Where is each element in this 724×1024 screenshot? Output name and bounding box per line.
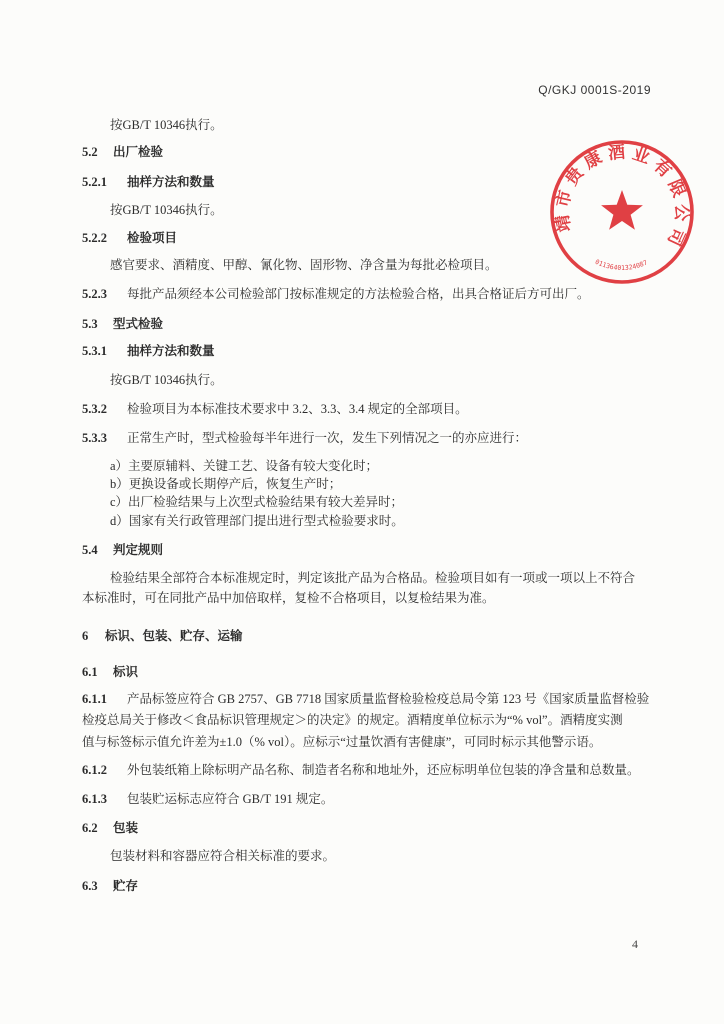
clause-number: 5.2 <box>82 145 98 159</box>
clause-number: 6.2 <box>82 821 98 835</box>
clause-6-1-1 <box>82 691 649 707</box>
heading-title: 型式检验 <box>113 317 164 331</box>
clause-number: 5.3 <box>82 317 98 331</box>
clause-number: 5.2.3 <box>82 287 107 301</box>
heading-6 <box>82 628 243 644</box>
heading-5-2-2 <box>82 230 177 246</box>
clause-number: 6.1.3 <box>82 792 107 806</box>
seal-name-path: 靖市贵康酒业有限公司 <box>552 142 692 249</box>
heading-title: 标识、包装、贮存、运输 <box>105 629 243 643</box>
paragraph-5-2-2: 感官要求、酒精度、甲醇、氰化物、固形物、净含量为每批必检项目。 <box>110 258 498 272</box>
heading-5-3 <box>82 316 163 332</box>
clause-text: 检验项目为本标准技术要求中 3.2、3.3、3.4 规定的全部项目。 <box>127 402 468 416</box>
clause-number: 5.2.1 <box>82 175 107 189</box>
seal-star-icon <box>601 190 643 230</box>
clause-number: 6 <box>82 629 89 643</box>
list-item: c）出厂检验结果与上次型式检验结果有较大差异时； <box>110 495 404 509</box>
clause-number: 6.1.1 <box>82 692 107 706</box>
heading-5-2 <box>82 144 163 160</box>
paragraph-5-3-1: 按GB/T 10346执行。 <box>110 373 223 387</box>
clause-text: 每批产品须经本公司检验部门按标准规定的方法检验合格，出具合格证后方可出厂。 <box>127 287 590 301</box>
company-seal <box>547 137 697 287</box>
clause-5-2-3 <box>82 286 590 302</box>
list-item: d）国家有关行政管理部门提出进行型式检验要求时。 <box>110 514 404 528</box>
clause-number: 5.2.2 <box>82 231 107 245</box>
clause-number: 5.3.2 <box>82 402 107 416</box>
clause-number: 5.3.3 <box>82 431 107 445</box>
list-item: b）更换设备或长期停产后，恢复生产时； <box>110 477 342 491</box>
clause-6-1-2 <box>82 762 640 778</box>
clause-text: 外包装纸箱上除标明产品名称、制造者名称和地址外，还应标明单位包装的净含量和总数量。 <box>127 763 640 777</box>
list-item: a）主要原辅料、关键工艺、设备有较大变化时； <box>110 459 379 473</box>
seal-code-text <box>594 258 649 272</box>
heading-6-1 <box>82 664 138 680</box>
document-code: Q/GKJ 0001S-2019 <box>538 83 651 97</box>
heading-title: 抽样方法和数量 <box>127 175 215 189</box>
heading-6-2 <box>82 820 138 836</box>
heading-title: 检验项目 <box>127 231 178 245</box>
heading-title: 贮存 <box>113 879 139 893</box>
heading-title: 包装 <box>113 821 139 835</box>
heading-5-4 <box>82 542 163 558</box>
clause-text-line: 产品标签应符合 GB 2757、GB 7718 国家质量监督检验检疫总局令第 123 号《国家质量监督检验 <box>127 692 650 706</box>
clause-6-1-1-line: 值与标签标示值允许差为±1.0（% vol）。应标示“过量饮酒有害健康”，可同时标示其他警示语。 <box>82 735 602 749</box>
clause-5-3-3 <box>82 430 527 446</box>
clause-6-1-1-line: 检疫总局关于修改＜食品标识管理规定＞的决定》的规定。酒精度单位标示为“% vol”。酒精度实测 <box>82 713 623 727</box>
page-number: 4 <box>632 937 638 951</box>
paragraph-5-1-continuation: 按GB/T 10346执行。 <box>110 118 223 132</box>
clause-number: 6.1.2 <box>82 763 107 777</box>
heading-title: 标识 <box>113 665 139 679</box>
heading-title: 抽样方法和数量 <box>127 344 215 358</box>
heading-5-3-1 <box>82 343 215 359</box>
paragraph-5-2-1: 按GB/T 10346执行。 <box>110 203 223 217</box>
heading-6-3 <box>82 878 138 894</box>
clause-number: 5.4 <box>82 543 98 557</box>
heading-title: 出厂检验 <box>113 145 164 159</box>
paragraph-5-4-line: 检验结果全部符合本标准规定时，判定该批产品为合格品。检验项目如有一项或一项以上不符合 <box>110 571 636 585</box>
clause-number: 5.3.1 <box>82 344 107 358</box>
seal-code-path: 01136401324087 <box>593 257 649 272</box>
clause-5-3-2 <box>82 401 468 417</box>
clause-text: 包装贮运标志应符合 GB/T 191 规定。 <box>127 792 334 806</box>
clause-6-1-3 <box>82 791 333 807</box>
clause-text: 正常生产时，型式检验每半年进行一次，发生下列情况之一的亦应进行： <box>127 431 528 445</box>
heading-title: 判定规则 <box>113 543 164 557</box>
paragraph-6-2: 包装材料和容器应符合相关标准的要求。 <box>110 849 336 863</box>
paragraph-5-4-line: 本标准时，可在同批产品中加倍取样，复检不合格项目，以复检结果为准。 <box>82 591 495 605</box>
clause-number: 6.3 <box>82 879 98 893</box>
clause-number: 6.1 <box>82 665 98 679</box>
heading-5-2-1 <box>82 174 215 190</box>
